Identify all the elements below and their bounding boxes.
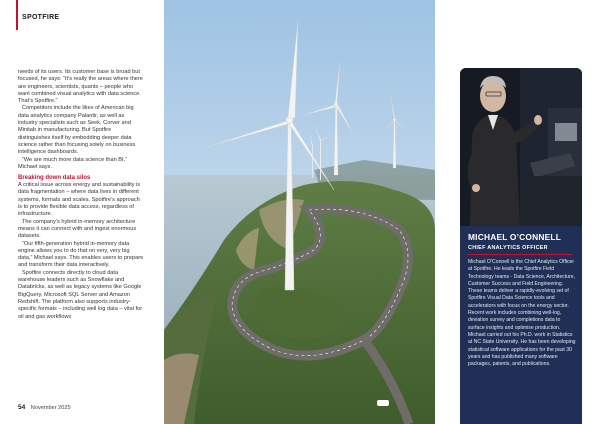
article-subheading: Breaking down data silos [18,175,91,182]
bio-divider [468,254,572,255]
article-paragraph: “We are much more data science than BI,” Michael says. [18,156,127,170]
bio-card [460,68,582,424]
page-footer [18,404,71,411]
wind-turbine-photo [164,0,435,424]
issue-date: November 2025 [30,405,71,411]
portrait-photo [460,68,582,226]
section-label: SPOTFIRE [22,14,60,21]
article-paragraph: Competitors include the likes of American big data analytics company Palantir, as well as industry specialists such as Seek, Corver and Minitab in manufacturing. But Spotfire distinguishes itself by embedding deeper data science rather than focusing solely on business intelligence dashboards. [18,105,136,156]
accent-rule [16,0,18,30]
article-body [18,69,144,321]
bio-text: Michael O’Connell is the Chief Analytics Officer at Spotfire. He leads the Spotfire Field Technology teams - Data Science, Architecture, Customer Success and Field Engineering. These teams deliver a rapidly-evolving set of Spotfire Visual Data Science tools and accelerators with focus on the energy sector. Recent work includes combining well-log, deviation survey and completions data to surface insights and optimise production. Michael carried out his Ph.D. work in Statistics at NC State University. He has been developing statistical software applications for the past 30 years and has published many software packages, patents, and publications. [468,259,576,368]
bio-name: MICHAEL O’CONNELL [468,232,562,242]
article-paragraph: The company’s hybrid in-memory architecture means it can connect with and ingest enormous datasets. [18,218,137,240]
article-paragraph: needs of its users. Its customer base is broad but focused, he says: “It’s really the areas where there are engineers, scientists, quants – people who want combined visual analytics with data science. That’s Spotfire.” [18,69,143,105]
article-paragraph: “Our fifth-generation hybrid in-memory data engine allows you to do that on very, very big data,” Michael says. This enables users to prepare and transform their data interactively. [18,240,144,269]
article-paragraph: Spotfire connects directly to cloud data warehouse leaders such as Snowflake and Databricks, as well as legacy systems like Google BigQuery, Microsoft SQL Server and Amazon Redshift. The platform also supports industry-specific formats – including well log data – vital for oil and gas workflows [18,269,143,320]
bio-job-title: CHIEF ANALYTICS OFFICER [468,245,548,251]
article-paragraph: A critical issue across energy and sustainability is data fragmentation – where data lives in different systems, formats and scales. Spotfire’s approach is to provide flexible data access, regardless of infrastructure. [18,182,141,218]
page-number: 54 [18,404,26,411]
